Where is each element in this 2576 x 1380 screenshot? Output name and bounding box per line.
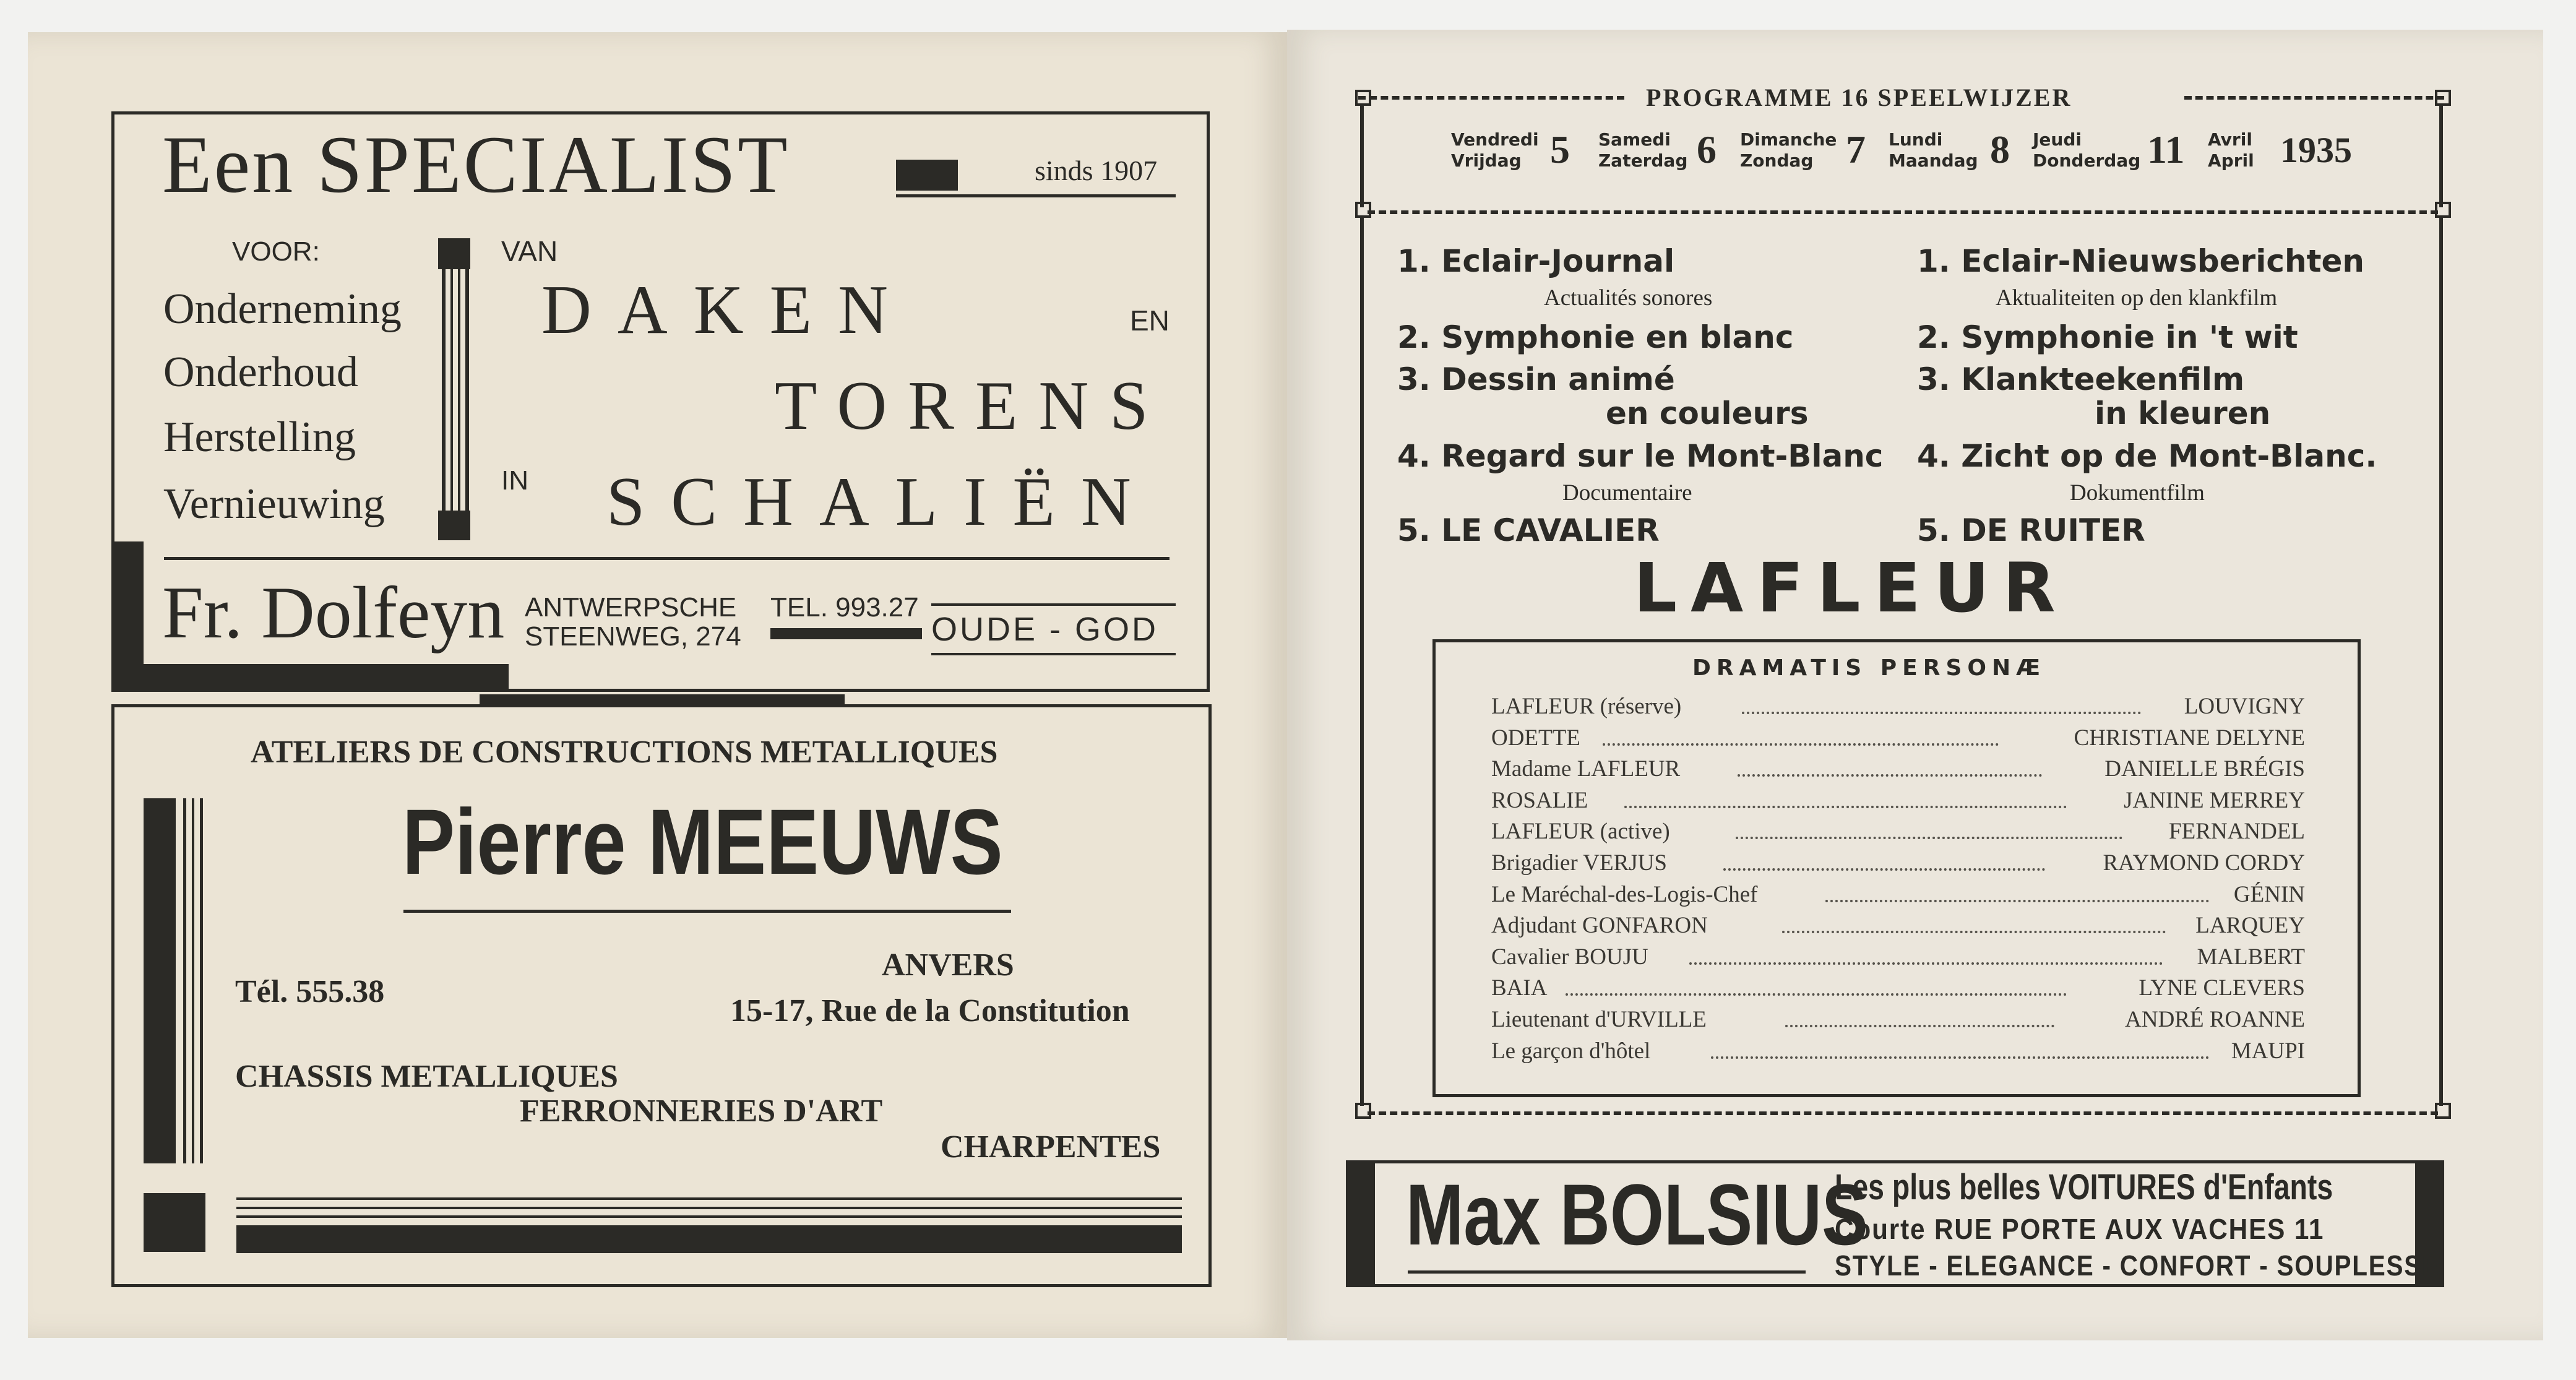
leader-dots <box>1782 931 2166 933</box>
decor-rule <box>931 653 1176 655</box>
date-number: 7 <box>1846 127 1866 171</box>
cast-row <box>1491 1006 2305 1033</box>
ornamental-border <box>1360 105 1364 207</box>
column-line <box>442 269 446 511</box>
cast-role: Brigadier VERJUS <box>1491 850 1668 876</box>
ornamental-border <box>2439 105 2443 207</box>
cast-role: Adjudant GONFARON <box>1491 913 1708 938</box>
date-day-nl: Vrijdag <box>1451 150 1522 171</box>
programme-item: 3. Klankteekenfilm <box>1917 361 2245 397</box>
cast-row <box>1491 725 2305 752</box>
date-day-nl: Donderdag <box>2033 150 2141 171</box>
since-label: sinds 1907 <box>1035 155 1158 186</box>
cast-role: BAIA <box>1491 975 1548 1001</box>
product-line: CHARPENTES <box>941 1129 1161 1165</box>
product-line: FERRONNERIES D'ART <box>520 1093 883 1129</box>
cast-actor: RAYMOND CORDY <box>2103 850 2305 876</box>
programme-item-sub: Actualités sonores <box>1544 285 1713 311</box>
ornament-corner <box>2435 1103 2451 1119</box>
decor-base-bar <box>144 664 509 692</box>
column-cap-top <box>438 238 470 269</box>
cast-role: Le garçon d'hôtel <box>1491 1038 1651 1064</box>
programme-item: 5. LE CAVALIER <box>1397 512 1660 548</box>
schalien-text: SCHALIËN <box>606 464 1157 540</box>
cast-actor: LARQUEY <box>2195 913 2305 938</box>
programme-item-sub: Dokumentfilm <box>2070 480 2205 506</box>
cast-role: ROSALIE <box>1491 788 1588 813</box>
city-text: ANVERS <box>882 947 1014 983</box>
leader-dots <box>1624 806 2067 808</box>
date-day-fr: Lundi <box>1889 129 1943 150</box>
en-label: EN <box>1130 304 1170 337</box>
ornamental-border <box>1368 1111 2438 1115</box>
cast-role: Madame LAFLEUR <box>1491 756 1681 782</box>
programme-item-sub: in kleuren <box>2095 395 2271 431</box>
column-cap-bottom <box>438 511 470 540</box>
daken-text: DAKEN <box>541 272 914 348</box>
advert-line: STYLE - ELEGANCE - CONFORT - SOUPLESSE <box>1835 1249 2440 1282</box>
company-name: Fr. Dolfeyn <box>162 571 505 653</box>
decor-base-bar <box>236 1225 1182 1253</box>
company-name: Pierre MEEUWS <box>402 790 1003 894</box>
column-line <box>450 269 453 511</box>
programme-item: 2. Symphonie in 't wit <box>1917 319 2298 355</box>
cast-row <box>1491 1038 2305 1065</box>
decor-block <box>144 1193 205 1252</box>
decor-line <box>200 798 203 1163</box>
cast-row <box>1491 693 2305 720</box>
cast-role: LAFLEUR (active) <box>1491 819 1670 844</box>
decor-rule <box>236 1207 1182 1209</box>
leader-dots <box>1825 900 2209 902</box>
company-name: Max BOLSIUS <box>1406 1166 1868 1263</box>
product-line: CHASSIS METALLIQUES <box>235 1059 618 1094</box>
feature-title: LAFLEUR <box>1634 548 2069 627</box>
decor-line <box>192 798 194 1163</box>
ornamental-border <box>2439 218 2443 1106</box>
cast-row <box>1491 944 2305 971</box>
decor-bar <box>770 628 922 639</box>
date-number: 5 <box>1550 127 1570 171</box>
date-day-nl: Maandag <box>1889 150 1978 171</box>
cast-role: Le Maréchal-des-Logis-Chef <box>1491 882 1758 907</box>
service-item: Onderneming <box>163 285 402 333</box>
name-underline <box>403 910 1011 913</box>
cast-row <box>1491 912 2305 939</box>
cast-heading: DRAMATIS PERSONÆ <box>1692 655 2046 681</box>
cast-role: Cavalier BOUJU <box>1491 944 1648 970</box>
service-item: Onderhoud <box>163 348 358 396</box>
decor-rule <box>236 1215 1182 1218</box>
ornament-corner <box>1355 1103 1371 1119</box>
cast-actor: LYNE CLEVERS <box>2139 975 2305 1001</box>
programme-item: 4. Zicht op de Mont-Blanc. <box>1917 438 2377 474</box>
voor-label: VOOR: <box>232 236 320 267</box>
decor-pillar <box>144 798 176 1163</box>
cast-actor: GÉNIN <box>2233 882 2305 907</box>
in-label: IN <box>501 465 528 496</box>
leader-dots <box>1689 962 2163 965</box>
cast-row <box>1491 756 2305 783</box>
date-day-nl: April <box>2208 150 2254 171</box>
torens-text: TORENS <box>775 368 1170 444</box>
decor-rule <box>931 603 1176 606</box>
programme-item: 1. Eclair-Journal <box>1397 243 1675 279</box>
cast-actor: MAUPI <box>2231 1038 2305 1064</box>
advert-title: Een SPECIALIST <box>162 119 790 210</box>
column-line <box>465 269 469 511</box>
date-day-fr: Jeudi <box>2033 129 2082 150</box>
decor-side-bar <box>1349 1163 1375 1284</box>
leader-dots <box>1738 774 2042 777</box>
cast-actor: ANDRÉ ROANNE <box>2125 1007 2305 1032</box>
date-day-nl: Zaterdag <box>1598 150 1688 171</box>
leader-dots <box>1603 743 1999 746</box>
cast-row <box>1491 787 2305 814</box>
ornament-corner <box>1355 90 1371 106</box>
ornament-corner <box>2435 202 2451 218</box>
cast-actor: CHRISTIANE DELYNE <box>2074 725 2305 751</box>
programme-item: 2. Symphonie en blanc <box>1397 319 1794 355</box>
cast-role: ODETTE <box>1491 725 1580 751</box>
leader-dots <box>1736 837 2122 839</box>
advert-heading: ATELIERS DE CONSTRUCTIONS METALLIQUES <box>251 735 998 770</box>
cast-actor: LOUVIGNY <box>2184 694 2305 719</box>
date-number: 11 <box>2147 127 2185 171</box>
column-line <box>458 269 460 511</box>
decor-rule <box>236 1197 1182 1200</box>
decor-line <box>183 798 186 1163</box>
ornament-corner <box>1355 202 1371 218</box>
ornamental-border <box>2184 96 2444 100</box>
advert-line: Courte RUE PORTE AUX VACHES 11 <box>1835 1213 2325 1245</box>
leader-dots <box>1711 1056 2209 1059</box>
cast-role: Lieutenant d'URVILLE <box>1491 1007 1707 1032</box>
ornamental-border <box>1360 218 1364 1106</box>
date-number: 6 <box>1697 127 1717 171</box>
programme-item-sub: en couleurs <box>1606 395 1809 431</box>
cast-actor: DANIELLE BRÉGIS <box>2104 756 2305 782</box>
leader-dots <box>1723 868 2045 871</box>
advert-line: Les plus belles VOITURES d'Enfants <box>1835 1167 2333 1207</box>
leader-dots <box>1785 1025 2054 1027</box>
cast-actor: JANINE MERREY <box>2124 788 2305 813</box>
date-day-fr: Dimanche <box>1740 129 1837 150</box>
telephone-text: Tél. 555.38 <box>235 974 385 1009</box>
cast-row <box>1491 881 2305 908</box>
service-item: Vernieuwing <box>163 480 385 528</box>
cast-row <box>1491 850 2305 877</box>
date-day-fr: Vendredi <box>1451 129 1539 150</box>
date-number: 8 <box>1990 127 2010 171</box>
programme-item: 4. Regard sur le Mont-Blanc <box>1397 438 1884 474</box>
name-underline <box>1408 1270 1806 1274</box>
cast-row <box>1491 975 2305 1002</box>
cast-actor: MALBERT <box>2197 944 2305 970</box>
programme-item: 1. Eclair-Nieuwsberichten <box>1917 243 2364 279</box>
ornament-corner <box>2435 90 2451 106</box>
programme-item-sub: Documentaire <box>1562 480 1692 506</box>
street-text: 15-17, Rue de la Constitution <box>730 993 1130 1029</box>
date-day-fr: Avril <box>2208 129 2252 150</box>
date-year: 1935 <box>2280 130 2352 170</box>
service-item: Herstelling <box>163 413 356 461</box>
cast-actor: FERNANDEL <box>2169 819 2305 844</box>
telephone-text: TEL. 993.27 <box>770 592 919 623</box>
date-day-nl: Zondag <box>1740 150 1814 171</box>
van-label: VAN <box>501 235 558 267</box>
decor-block <box>896 160 958 191</box>
cast-row <box>1491 818 2305 845</box>
leader-dots <box>1566 993 2067 996</box>
decor-rule <box>896 194 1176 197</box>
programme-item-sub: Aktualiteiten op den klankfilm <box>1996 285 2278 311</box>
leader-dots <box>1742 712 2141 714</box>
cast-role: LAFLEUR (réserve) <box>1491 694 1682 719</box>
programme-item: 3. Dessin animé <box>1397 361 1675 397</box>
decor-base-bar <box>480 694 845 704</box>
ornamental-border <box>1368 210 2438 214</box>
divider-rule <box>164 557 1170 560</box>
date-day-fr: Samedi <box>1598 129 1671 150</box>
decor-side-bar <box>111 541 144 692</box>
programme-title: PROGRAMME 16 SPEELWIJZER <box>1646 84 2072 111</box>
ornamental-border <box>1358 96 1624 100</box>
location-text: OUDE - GOD <box>931 611 1159 648</box>
address-line: STEENWEG, 274 <box>525 621 741 652</box>
address-line: ANTWERPSCHE <box>525 592 737 623</box>
programme-item: 5. DE RUITER <box>1917 512 2145 548</box>
